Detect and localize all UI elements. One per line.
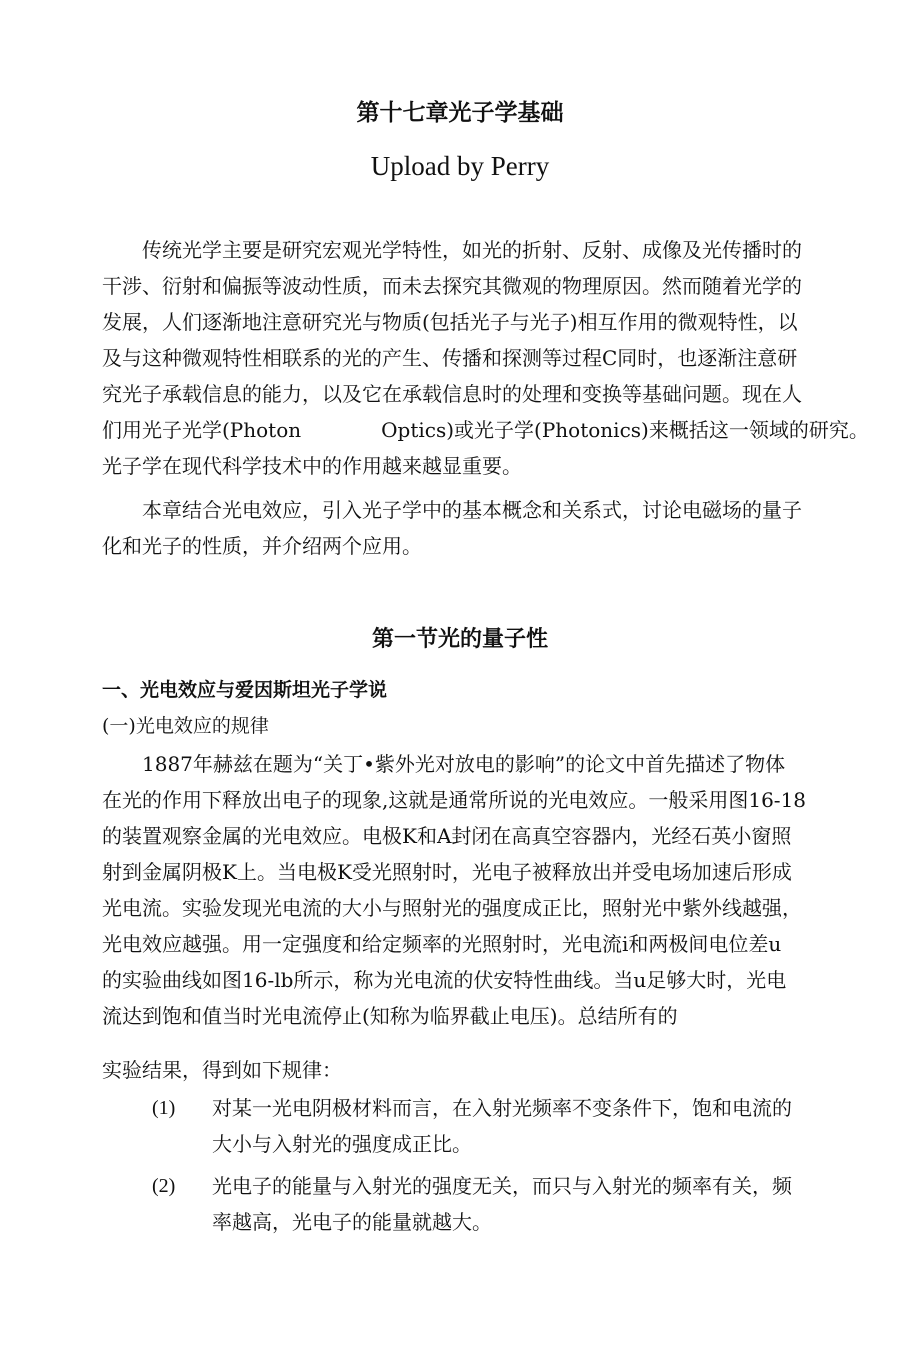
rule-number: (1) [152, 1097, 176, 1119]
intro-line: 传统光学主要是研究宏观光学特性，如光的折射、反射、成像及光传播时的 [142, 238, 802, 262]
intro-line: 及与这种微观特性相联系的光的产生、传播和探测等过程C同时，也逐渐注意研 [102, 346, 798, 370]
subsubsection-title: (一)光电效应的规律 [102, 715, 269, 737]
rule-text: 率越高，光电子的能量就越大。 [212, 1210, 492, 1234]
subsection-title: 一、光电效应与爱因斯坦光子学说 [102, 679, 388, 701]
rule-text: 大小与入射光的强度成正比。 [212, 1132, 472, 1156]
body-line: 射到金属阴极K上。当电极K受光照射时，光电子被释放出并受电场加速后形成 [102, 860, 792, 884]
rule-number: (2) [152, 1175, 176, 1197]
intro-line: 究光子承载信息的能力，以及它在承载信息时的处理和变换等基础问题。现在人 [102, 382, 802, 406]
section-title: 第一节光的量子性 [371, 627, 548, 652]
upload-credit: Upload by Perry [370, 151, 550, 181]
body-line: 流达到饱和值当时光电流停止(知称为临界截止电压)。总结所有的 [102, 1004, 678, 1028]
intro-line: 光子学在现代科学技术中的作用越来越显重要。 [102, 454, 522, 478]
body-line: 的装置观察金属的光电效应。电极K和A封闭在高真空容器内，光经石英小窗照 [102, 824, 792, 848]
intro-line-part: 们用光子光学(Photon [102, 418, 302, 442]
intro-line [102, 416, 869, 444]
intro-line: 发展，人们逐渐地注意研究光与物质(包括光子与光子)相互作用的微观特性，以 [102, 310, 798, 334]
results-intro: 实验结果，得到如下规律： [102, 1058, 342, 1082]
body-line: 的实验曲线如图16-lb所示，称为光电流的伏安特性曲线。当u足够大时，光电 [102, 968, 787, 992]
body-line: 在光的作用下释放出电子的现象,这就是通常所说的光电效应。一般采用图16-18 [102, 788, 807, 812]
chapter-para-line: 本章结合光电效应，引入光子学中的基本概念和关系式，讨论电磁场的量子 [142, 498, 802, 522]
body-line: 1887年赫兹在题为“关丁•紫外光对放电的影响”的论文中首先描述了物体 [142, 752, 786, 776]
rule-text: 对某一光电阴极材料而言，在入射光频率不变条件下，饱和电流的 [212, 1096, 792, 1120]
body-line: 光电流。实验发现光电流的大小与照射光的强度成正比，照射光中紫外线越强， [102, 896, 802, 920]
body-line: 光电效应越强。用一定强度和给定频率的光照射时，光电流i和两极间电位差u [102, 932, 782, 956]
rule-text: 光电子的能量与入射光的强度无关，而只与入射光的频率有关，频 [212, 1174, 792, 1198]
chapter-para-line: 化和光子的性质，并介绍两个应用。 [102, 534, 422, 558]
intro-line: 干涉、衍射和偏振等波动性质，而未去探究其微观的物理原因。然而随着光学的 [102, 274, 802, 298]
intro-line-part: Optics)或光子学(Photonics)来概括这一领域的研究。 [381, 418, 869, 442]
chapter-title: 第十七章光子学基础 [356, 100, 564, 126]
